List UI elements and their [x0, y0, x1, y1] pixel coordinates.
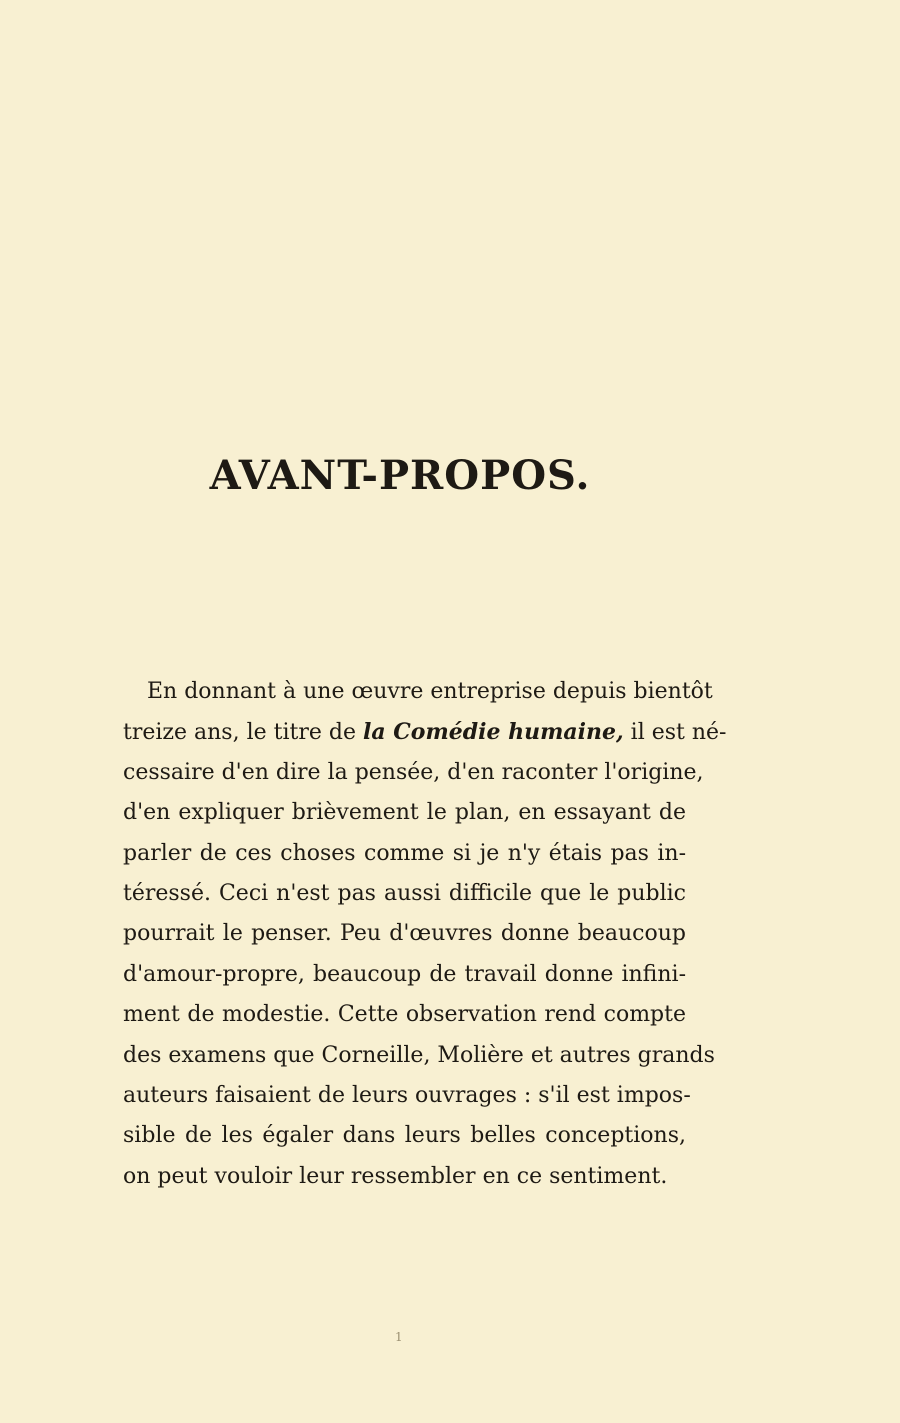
text-line: on peut vouloir leur ressembler en ce sentiment.: [123, 1163, 668, 1189]
text-line: ment de modestie. Cette observation rend compte: [123, 1002, 686, 1028]
text-span: treize ans, le titre de: [123, 720, 356, 746]
text-line: d'amour-propre, beaucoup de travail donne infini-: [123, 961, 686, 987]
text-line: En donnant à une œuvre entreprise depuis bientôt: [147, 679, 713, 704]
text-span: il est né-: [630, 720, 727, 746]
italic-title: la Comédie humaine,: [362, 719, 624, 746]
text-line: parler de ces choses comme si je n'y étais pas in-: [123, 840, 686, 866]
text-line: d'en expliquer brièvement le plan, en essayant de: [123, 800, 686, 826]
text-line: [123, 712, 727, 752]
page-folio: 1: [395, 1330, 403, 1344]
page-title: AVANT-PROPOS.: [209, 452, 591, 499]
text-line: auteurs faisaient de leurs ouvrages : s'il est impos-: [123, 1082, 691, 1108]
text-line: pourrait le penser. Peu d'œuvres donne beaucoup: [123, 921, 686, 947]
body-paragraph: [123, 672, 727, 1197]
text-line: téressé. Ceci n'est pas aussi difficile que le public: [123, 880, 686, 906]
text-line: cessaire d'en dire la pensée, d'en raconter l'origine,: [123, 759, 704, 785]
text-line: sible de les égaler dans leurs belles conceptions,: [123, 1123, 686, 1149]
text-line: des examens que Corneille, Molière et autres grands: [123, 1042, 715, 1068]
title-wrap: [0, 452, 800, 499]
